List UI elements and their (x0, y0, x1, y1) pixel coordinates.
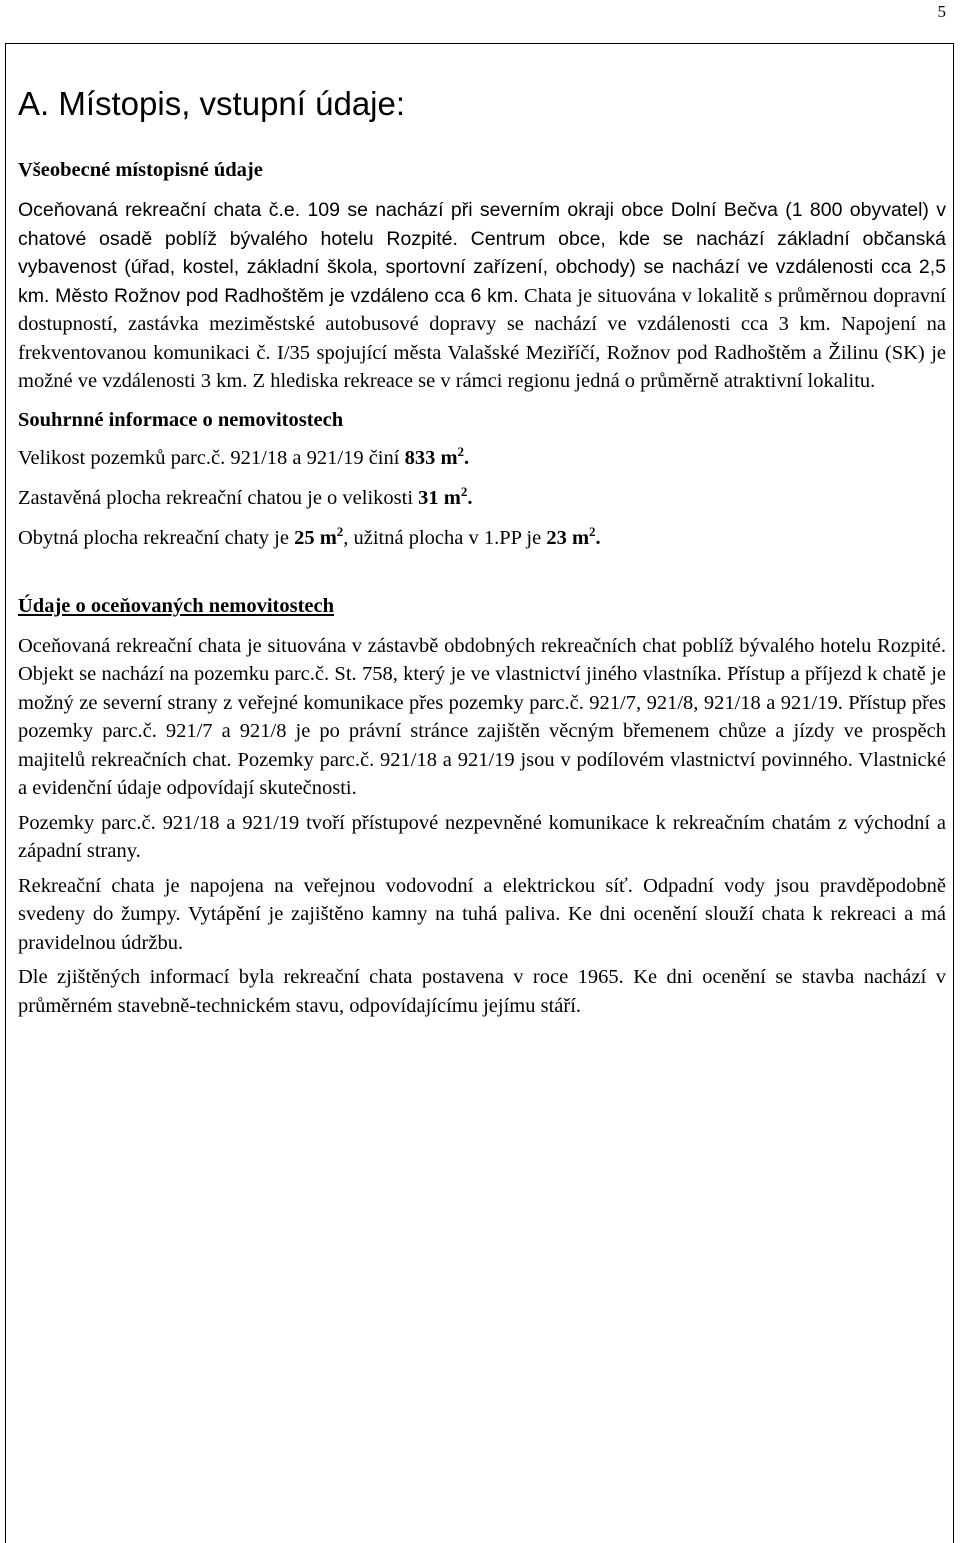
built-area-line: Zastavěná plocha rekreační chatou je o velikosti 31 $m^2$. (18, 483, 473, 509)
assessed-paragraph: Oceňovaná rekreační chata je situována v zástavbě obdobných rekreačních chat poblíž bývalého hotelu Rozpité. Objekt se nachází na pozemku parc.č. St. 758, který je ve vlastnictví jiného vlastníka. Přístup a příjezd k chatě je možný ze severní strany z veřejné komunikace přes pozemky parc.č. 921/7, 921/8, 921/18 a 921/19. Přístup přes pozemky parc.č. 921/7 a 921/8 je po právní stránce zajištěn věcným břemenem chůze a jízdy ve prospěch majitelů rekreačních chat. Pozemky parc.č. 921/18 a 921/19 jsou v podílovém vlastnictví povinného. Vlastnické a evidenční údaje odpovídají skutečnosti. (18, 634, 946, 799)
document-body (18, 84, 946, 1020)
page-number: 5 (937, 2, 946, 21)
general-text-serif: Chata je situována v lokalitě s průměrnou dopravní dostupností, zastávka meziměstské autobusové dopravy se nachází ve vzdálenosti cca 3 km. Napojení na frekventovanou komunikaci č. I/35 spojující města Valašské Meziříčí, Rožnov pod Radhoštěm a Žilinu (SK) je možné ve vzdálenosti 3 km. Z hlediska rekreace se v rámci regionu jedná o průměrně atraktivní lokalitu. (18, 284, 946, 392)
general-text-sans: Oceňovaná rekreační chata č.e. 109 se nachází při severním okraji obce Dolní Bečva (1 800 obyvatel) v chatové osadě poblíž bývalého hotelu Rozpité. Centrum obce, kde se nachází základní občanská vybavenost (úřad, kostel, základní škola, sportovní zařízení, obchody) se nachází ve vzdálenosti cca 2,5 km. Město Rožnov pod Radhoštěm je vzdáleno cca 6 km. (18, 199, 946, 307)
general-paragraph (18, 196, 946, 396)
land-size-line: Velikost pozemků parc.č. 921/18 a 921/19 činí 833 $m^2$. (18, 443, 470, 469)
section-title: A. Místopis, vstupní údaje: (18, 85, 406, 122)
usable-area-line: Obytná plocha rekreační chaty je 25 $m^2$, užitná plocha v 1.PP je 23 $m^2$. (18, 523, 601, 549)
summary-heading: Souhrnné informace o nemovitostech (18, 408, 344, 431)
general-heading: Všeobecné místopisné údaje (18, 159, 263, 181)
assessed-paragraph: Dle zjištěných informací byla rekreační chata postavena v roce 1965. Ke dni ocenění se stavba nachází v průměrném stavebně-technickém stavu, odpovídajícímu jejímu stáří. (18, 966, 946, 1017)
assessed-heading: Údaje o oceňovaných nemovitostech (18, 594, 335, 617)
assessed-paragraph: Pozemky parc.č. 921/18 a 921/19 tvoří přístupové nezpevněné komunikace k rekreačním chatám z východní a západní strany. (18, 811, 946, 862)
assessed-paragraph: Rekreační chata je napojena na veřejnou vodovodní a elektrickou síť. Odpadní vody jsou pravděpodobně svedeny do žumpy. Vytápění je zajištěno kamny na tuhá paliva. Ke dni ocenění slouží chata k rekreaci a má pravidelnou údržbu. (18, 874, 946, 954)
